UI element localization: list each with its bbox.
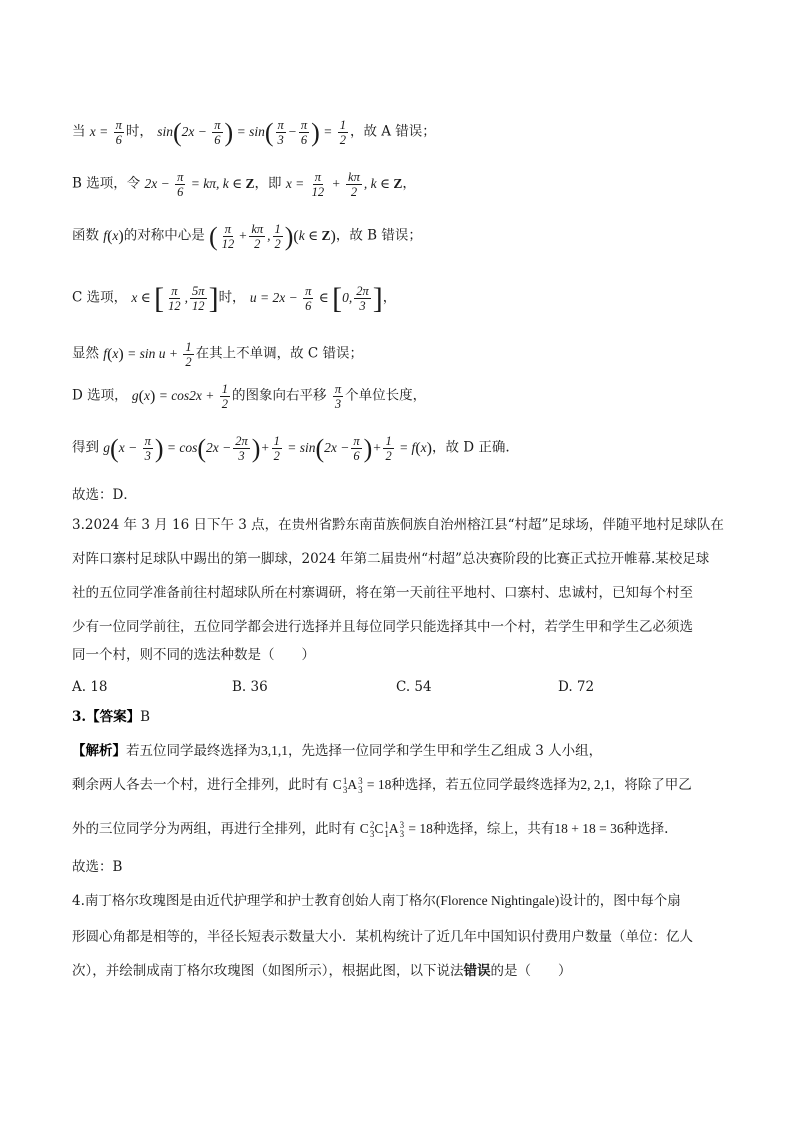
explanation-line-1: 【解析】若五位同学最终选择为3,1,1，先选择一位同学和学生甲和学生乙组成 3 人小组，: [72, 743, 603, 759]
question-3-text-5: 同一个村，则不同的选法种数是（ ）: [72, 647, 315, 663]
math-expr: $\frac{\pi}{3}$: [334, 382, 342, 411]
option-b: B. 36: [232, 679, 268, 695]
explanation-line-2: 剩余两人各去一个村，进行全排列，此时有 C 1 3 A 3 3 = 18种选择，若五位同学最终选择为2, 2,1，将除了甲乙: [72, 775, 692, 795]
question-4-text-3: 次），并绘制成南丁格尔玫瑰图（如图所示），根据此图，以下说法错误的是（ ）: [72, 963, 572, 979]
question-3-text-4: 少有一位同学前往，五位同学都会进行选择并且每位同学只能选择其中一个村，若学生甲和学生乙必须选: [72, 619, 693, 635]
explanation-line-3: 外的三位同学分为两组，再进行全排列，此时有 C 2 3 C 1 1 A 3 3 = 18种选择，综上，共有18 + 18 = 36种选择.: [72, 819, 669, 839]
solution-line-d: C 选项， x ∈ [ $\frac{\pi}{12}$ , $\frac{5\pi}{12}$ ]时， u = 2x − $\frac{\pi}{6}$ ∈ [0, $\frac{2\pi}{3}$ ]，: [72, 281, 397, 315]
math-expr: u = 2x − $\frac{\pi}{6}$ ∈ [0, $\frac{2\pi}{3}$ ]: [249, 281, 383, 315]
solution-line-f: D 选项， g(x) = cos2x + $\frac{1}{2}$ 的图象向右平移 $\frac{\pi}{3}$ 个单位长度，: [72, 382, 427, 411]
question-4-text-1: 4.南丁格尔玫瑰图是由近代护理学和护士教育创始人南丁格尔(Florence Nightingale)设计的，图中每个扇: [72, 893, 681, 909]
solution-line-e: 显然 f(x) = sin u + $\frac{1}{2}$ 在其上不单调，故 C 错误；: [72, 340, 363, 369]
answer-3: [72, 706, 150, 728]
solution-line-g: 得到 g(x − $\frac{\pi}{3}$ ) = cos(2x − $\frac{2\pi}{3}$ )+ $\frac{1}{2}$ = sin(2x − $\frac{\pi}{6}$ )+ $\frac{1}{2}$ = f(x)，故 D 正确.: [72, 433, 510, 463]
math-expr: sin(2x − $\frac{\pi}{6}$ ) = sin( $\frac{\pi}{3}$ − $\frac{\pi}{6}$ ) = $\frac{1}{2}$: [157, 117, 346, 147]
emphasis-word: 错误: [463, 963, 491, 979]
question-3-text-2: 对阵口寨村足球队中踢出的第一脚球，2024 年第二届贵州“村超”总决赛阶段的比赛正式拉开帷幕.某校足球: [72, 551, 710, 567]
option-d: D. 72: [558, 679, 595, 695]
math-expr: f(x) = sin u + $\frac{1}{2}$: [103, 340, 192, 369]
combination-expr: C 2 3 C 1 1 A 3 3: [359, 819, 405, 839]
math-expr: g(x − $\frac{\pi}{3}$ ) = cos(2x − $\frac{2\pi}{3}$ )+ $\frac{1}{2}$ = sin(2x − $\frac{\pi}{6}$ )+ $\frac{1}{2}$ = f(x): [103, 433, 432, 463]
math-expr: x = $\frac{\pi}{12}$ + $\frac{k\pi}{2}$ , k ∈ Z: [285, 170, 403, 199]
math-expr: 2x − $\frac{\pi}{6}$ = kπ, k ∈ Z: [144, 170, 255, 199]
math-expr: x = $\frac{\pi}{6}$: [89, 118, 122, 147]
math-expr: ( $\frac{\pi}{12}$ + $\frac{k\pi}{2}$ , $\frac{1}{2}$ )(k ∈ Z): [209, 221, 336, 251]
option-c: C. 54: [396, 679, 432, 695]
math-expr: g(x) = cos2x + $\frac{1}{2}$: [131, 382, 229, 411]
explanation-conclusion: 故选：B: [72, 859, 123, 875]
answer-value: B: [140, 709, 151, 725]
option-a: A. 18: [72, 679, 108, 695]
answer-conclusion: 故选：D．: [72, 487, 137, 503]
question-3-text-1: 3.2024 年 3 月 16 日下午 3 点，在贵州省黔东南苗族侗族自治州榕江县“村超”足球场，伴随平地村足球队在: [72, 517, 724, 533]
solution-line-c: 函数 f(x)的对称中心是 ( $\frac{\pi}{12}$ + $\frac{k\pi}{2}$ , $\frac{1}{2}$ )(k ∈ Z)，故 B 错误；: [72, 221, 422, 251]
answer-label: 3.【答案】: [72, 709, 141, 725]
solution-line-a: 当 x = $\frac{\pi}{6}$ 时， sin(2x − $\frac{\pi}{6}$ ) = sin( $\frac{\pi}{3}$ − $\frac{\pi}{6}$ ) = $\frac{1}{2}$ ，故 A 错误；: [72, 117, 436, 147]
combination-expr: C 1 3 A 3 3: [332, 775, 363, 795]
question-3-text-3: 社的五位同学准备前往村超球队所在村寨调研，将在第一天前往平地村、口寨村、忠诚村，已知每个村至: [72, 585, 693, 601]
math-expr: f(x): [103, 227, 124, 245]
math-expr: x ∈ [ $\frac{\pi}{12}$ , $\frac{5\pi}{12}$ ]: [131, 281, 219, 315]
solution-line-b: B 选项，令 2x − $\frac{\pi}{6}$ = kπ, k ∈ Z，即 x = $\frac{\pi}{12}$ + $\frac{k\pi}{2}$ , k ∈ Z，: [72, 170, 416, 199]
explanation-label: 【解析】: [72, 743, 126, 759]
question-4-text-2: 形圆心角都是相等的，半径长短表示数量大小．某机构统计了近几年中国知识付费用户数量（单位：亿人: [72, 929, 693, 945]
